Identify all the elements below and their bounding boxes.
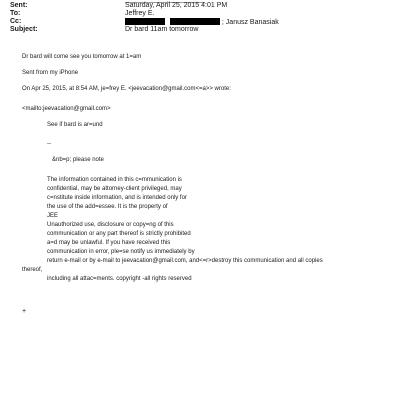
to-value: Jeffrey E. — [125, 10, 155, 17]
body-line: Sent from my iPhone — [22, 70, 79, 76]
body-line: See if bard is ar=und — [47, 122, 103, 128]
bullet-mark: + — [22, 308, 27, 315]
disclaimer-line: JEE — [47, 213, 59, 219]
disclaimer-line: confidential, may be attorney-client privileged, may — [47, 186, 182, 192]
disclaimer-line: communication in error, ple=se notify us immediately by — [47, 249, 195, 255]
body-line: <mailto:jeevacation@gmail.com> — [22, 106, 111, 112]
disclaimer-line: The information contained in this c=mmunication is — [47, 177, 182, 183]
disclaimer-line: c=nstitute inside information, and is intended only for — [47, 195, 187, 201]
cc-label: Cc: — [10, 18, 22, 25]
disclaimer-line: the use of the add=essee. It is the property of — [47, 204, 168, 210]
body-line: -- — [47, 141, 51, 147]
disclaimer-line: including all attac=ments. copyright -all rights reserved — [47, 276, 192, 282]
redaction-box — [170, 18, 220, 25]
disclaimer-line: communication or any part thereof is strictly prohibited — [47, 231, 191, 237]
body-line: &nb=p; please note — [52, 157, 104, 163]
sent-value: Saturday, April 25, 2015 4:01 PM — [125, 2, 228, 9]
disclaimer-line: Unauthorized use, disclosure or copy=ng of this — [47, 222, 174, 228]
to-label: To: — [10, 10, 21, 17]
cc-visible-name: ; Janusz Banasiak — [221, 19, 279, 26]
disclaimer-line: return e-mail or by e-mail to jeevacation@gmail.com, and<=r>destroy this communication and all copies — [47, 258, 323, 264]
subject-value: Dr bard 11am tomorrow — [125, 26, 199, 33]
redaction-box — [125, 18, 165, 25]
disclaimer-line: thereof, — [22, 267, 43, 273]
body-line: On Apr 25, 2015, at 8:54 AM, je=frey E. <jeevacation@gmail.com<=a>> wrote: — [22, 86, 231, 92]
body-line: Dr bard will come see you tomorrow at 1=am — [22, 54, 142, 60]
sent-label: Sent: — [10, 2, 28, 9]
disclaimer-line: a=d may be unlawful. If you have received this — [47, 240, 171, 246]
subject-label: Subject: — [10, 26, 38, 33]
